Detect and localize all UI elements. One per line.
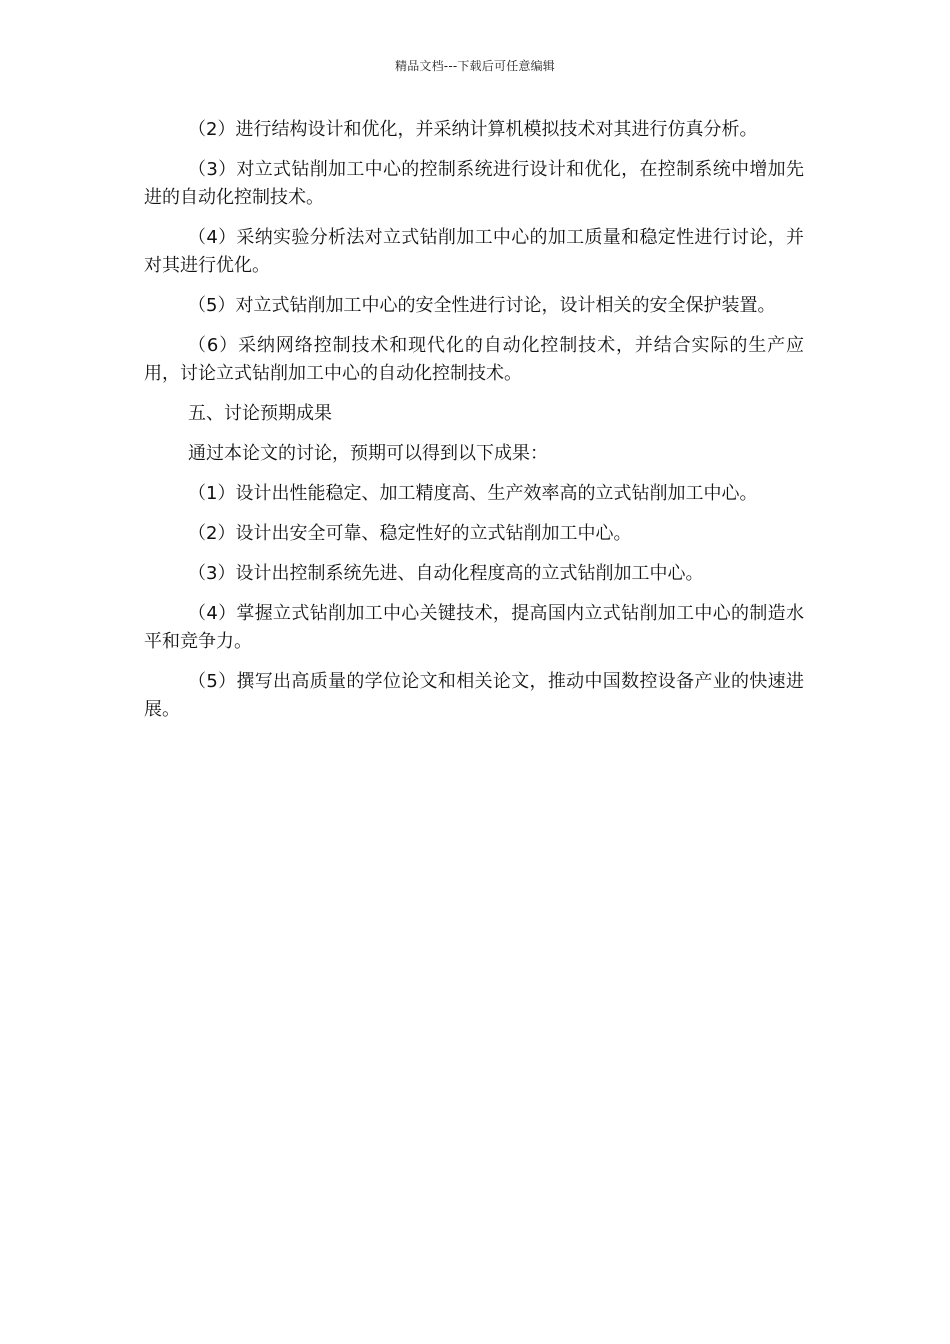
paragraph-item-4: （4）采纳实验分析法对立式钻削加工中心的加工质量和稳定性进行讨论，并对其进行优化。	[144, 227, 804, 276]
document-body	[144, 116, 804, 736]
result-item-2: （2）设计出安全可靠、稳定性好的立式钻削加工中心。	[188, 523, 632, 544]
result-item-5: （5）撰写出高质量的学位论文和相关论文，推动中国数控设备产业的快速进展。	[144, 671, 804, 720]
result-item-3: （3）设计出控制系统先进、自动化程度高的立式钻削加工中心。	[188, 563, 704, 584]
paragraph-item-2: （2）进行结构设计和优化，并采纳计算机模拟技术对其进行仿真分析。	[188, 119, 758, 140]
result-item-1: （1）设计出性能稳定、加工精度高、生产效率高的立式钻削加工中心。	[188, 483, 758, 504]
paragraph-item-3: （3）对立式钻削加工中心的控制系统进行设计和优化，在控制系统中增加先进的自动化控制技术。	[144, 159, 804, 208]
result-item-4: （4）掌握立式钻削加工中心关键技术，提高国内立式钻削加工中心的制造水平和竞争力。	[144, 603, 804, 652]
paragraph-item-6: （6）采纳网络控制技术和现代化的自动化控制技术，并结合实际的生产应用，讨论立式钻削加工中心的自动化控制技术。	[144, 335, 804, 384]
section-heading: 五、讨论预期成果	[188, 403, 332, 424]
paragraph-item-5: （5）对立式钻削加工中心的安全性进行讨论，设计相关的安全保护装置。	[188, 295, 776, 316]
section-intro: 通过本论文的讨论，预期可以得到以下成果：	[188, 443, 548, 464]
page-header: 精品文档---下载后可任意编辑	[395, 59, 555, 73]
